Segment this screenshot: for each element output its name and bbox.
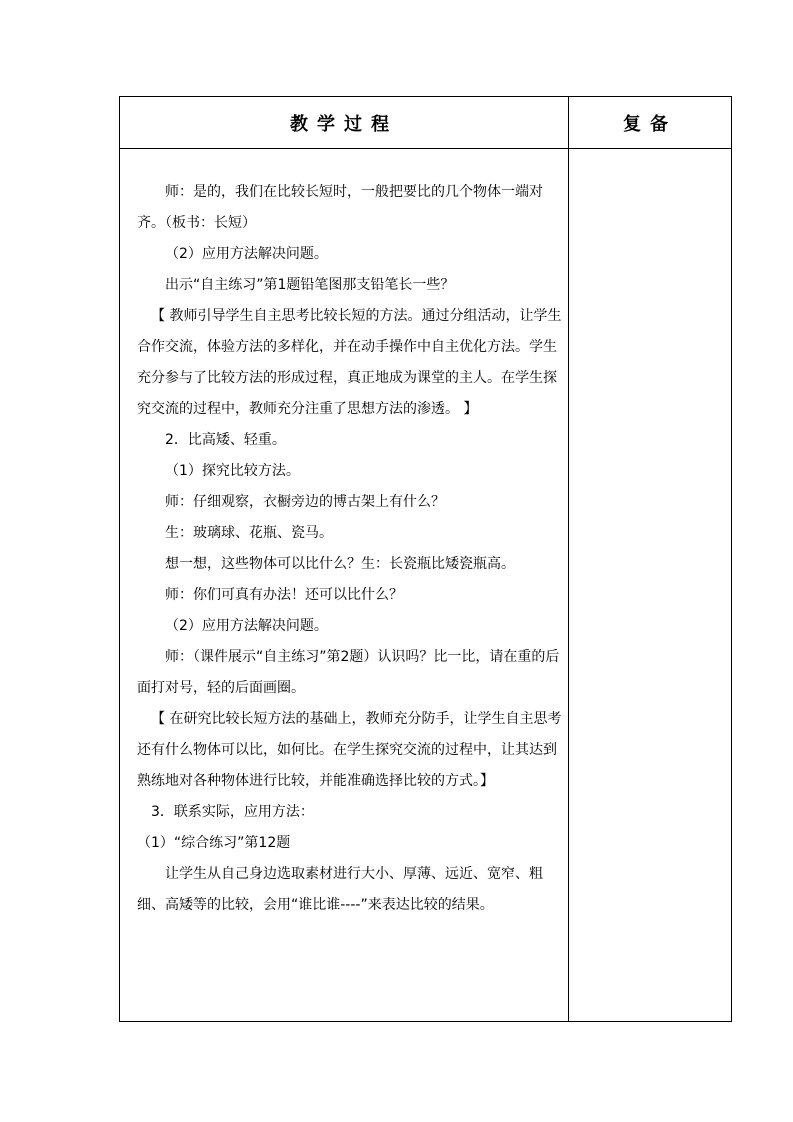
paragraph: 师：是的，我们在比较长短时，一般把要比的几个物体一端对齐。（板书：长短） [137,184,543,231]
column-divider [568,97,569,1021]
paragraph: （1）“综合练习”第12题 [137,835,291,851]
teaching-process-heading: 教学过程 [290,113,398,135]
paragraph: （1）探究比较方法。 [165,463,300,479]
section-heading: 3．联系实际，应用方法： [151,804,314,820]
comment-paragraph: 【 在研究比较长短方法的基础上，教师充分防手，让学生自主思考还有什么物体可以比，如何比。在学生探究交流的过程中，让其达到熟练地对各种物体进行比较，并能准确选择比较的方式。】 [137,711,562,789]
section-heading: 2．比高矮、轻重。 [165,432,286,448]
comment-paragraph: 【 教师引导学生自主思考比较长短的方法。通过分组活动，让学生合作交流，体验方法的多样化，并在动手操作中自主优化方法。学生充分参与了比较方法的形成过程，真正地成为课堂的主人。在学生探究交流的过程中，教师充分注重了思想方法的渗透。 】 [137,308,562,417]
paragraph: 师：仔细观察，衣橱旁边的博古架上有什么？ [165,494,445,510]
teaching-process-content [137,177,565,921]
table-header-row [120,97,731,149]
paragraph: （2）应用方法解决问题。 [165,618,328,634]
lesson-plan-table [119,96,732,1022]
paragraph: 让学生从自己身边选取素材进行大小、厚薄、远近、宽窄、粗细、高矮等的比较，会用“谁比谁----”来表达比较的结果。 [137,866,543,913]
paragraph: 师：你们可真有办法！还可以比什么？ [165,587,403,603]
paragraph: 师：（课件展示“自主练习”第2题）认识吗？比一比，请在重的后面打对号，轻的后面画圈。 [137,649,560,696]
review-prep-heading: 复备 [623,113,677,135]
paragraph: 出示“自主练习”第1题铅笔图那支铅笔长一些？ [165,277,455,293]
paragraph: （2）应用方法解决问题。 [165,246,328,262]
paragraph: 想一想，这些物体可以比什么？生：长瓷瓶比矮瓷瓶高。 [165,556,515,572]
paragraph: 生：玻璃球、花瓶、瓷马。 [165,525,333,541]
